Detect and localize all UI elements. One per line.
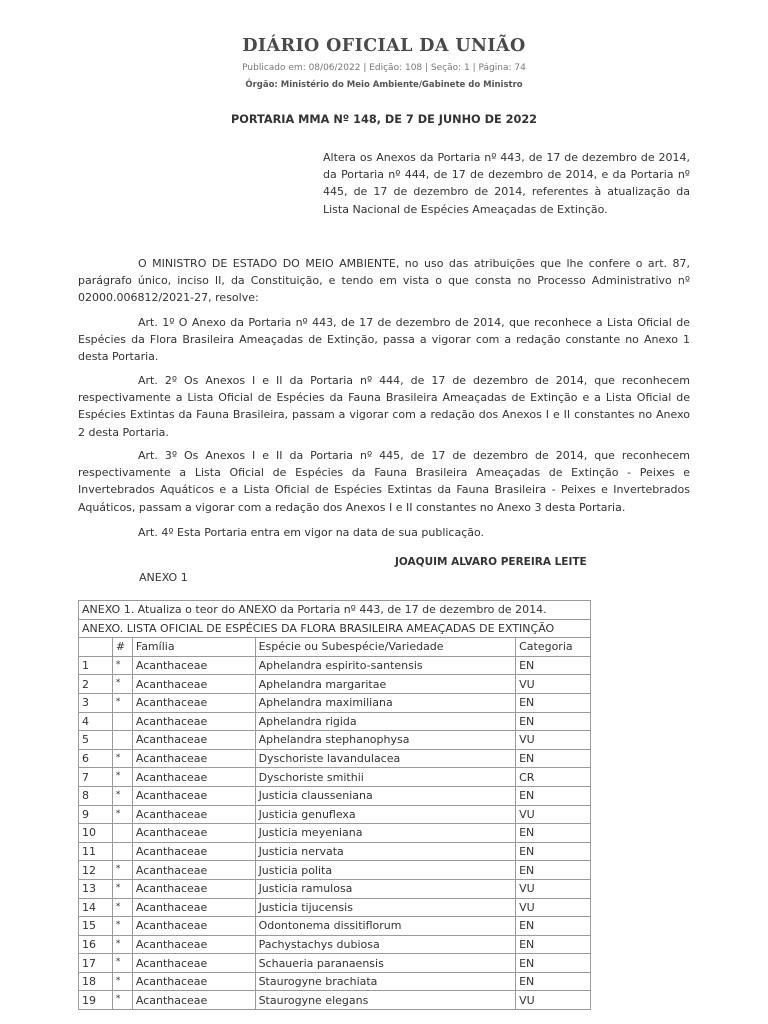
row-number-cell: 10	[79, 824, 113, 843]
table-row	[79, 805, 591, 824]
table-row	[79, 693, 591, 712]
publication-title: DIÁRIO OFICIAL DA UNIÃO	[242, 36, 526, 56]
endemic-mark-cell: *	[112, 879, 132, 898]
category-cell: EN	[516, 786, 591, 805]
species-cell: Justicia genuflexa	[255, 805, 516, 824]
row-number-cell: 6	[79, 749, 113, 768]
row-number-cell: 2	[79, 675, 113, 694]
row-number-cell: 14	[79, 898, 113, 917]
family-cell: Acanthaceae	[132, 731, 255, 750]
species-cell: Justicia nervata	[255, 842, 516, 861]
article-1: Art. 1º O Anexo da Portaria nº 443, de 17 de dezembro de 2014, que reconhece a Lista Oficial de Espécies da Flora Brasileira Ameaçadas de Extinção, passa a vigorar com a redação constante no Anexo 1 desta Portaria.	[78, 316, 690, 364]
row-number-cell: 18	[79, 972, 113, 991]
endemic-mark-cell	[112, 731, 132, 750]
row-number-cell: 12	[79, 861, 113, 880]
table-row	[79, 656, 591, 675]
endemic-mark-cell: *	[112, 991, 132, 1010]
endemic-mark-cell: *	[112, 768, 132, 787]
row-number-cell: 5	[79, 731, 113, 750]
column-header-species: Espécie ou Subespécie/Variedade	[255, 638, 516, 657]
category-cell: CR	[516, 768, 591, 787]
family-cell: Acanthaceae	[132, 712, 255, 731]
table-row	[79, 879, 591, 898]
row-number-cell: 17	[79, 954, 113, 973]
row-number-cell: 9	[79, 805, 113, 824]
endemic-mark-cell	[112, 824, 132, 843]
table-row	[79, 935, 591, 954]
column-header-hash: #	[112, 638, 132, 657]
family-cell: Acanthaceae	[132, 917, 255, 936]
family-cell: Acanthaceae	[132, 954, 255, 973]
endemic-mark-cell: *	[112, 861, 132, 880]
category-cell: VU	[516, 898, 591, 917]
category-cell: EN	[516, 935, 591, 954]
family-cell: Acanthaceae	[132, 768, 255, 787]
row-number-cell: 1	[79, 656, 113, 675]
category-cell: VU	[516, 675, 591, 694]
table-row	[79, 991, 591, 1010]
category-cell: EN	[516, 749, 591, 768]
row-number-cell: 3	[79, 693, 113, 712]
row-number-cell: 4	[79, 712, 113, 731]
column-header-number	[79, 638, 113, 657]
species-cell: Schaueria paranaensis	[255, 954, 516, 973]
endemic-mark-cell: *	[112, 805, 132, 824]
family-cell: Acanthaceae	[132, 749, 255, 768]
row-number-cell: 8	[79, 786, 113, 805]
annex-list-title: ANEXO. LISTA OFICIAL DE ESPÉCIES DA FLORA BRASILEIRA AMEAÇADAS DE EXTINÇÃO	[79, 619, 591, 638]
family-cell: Acanthaceae	[132, 972, 255, 991]
table-row	[79, 824, 591, 843]
category-cell: EN	[516, 712, 591, 731]
table-row	[79, 749, 591, 768]
species-cell: Justicia tijucensis	[255, 898, 516, 917]
species-cell: Pachystachys dubiosa	[255, 935, 516, 954]
preamble-paragraph: O MINISTRO DE ESTADO DO MEIO AMBIENTE, no uso das atribuições que lhe confere o art. 87, parágrafo único, inciso II, da Constituição, e tendo em vista o que consta no Processo Administrativo nº 02000.006812/2021-27, resolve:	[78, 257, 690, 305]
annex-caption: ANEXO 1. Atualiza o teor do ANEXO da Portaria nº 443, de 17 de dezembro de 2014.	[79, 601, 591, 620]
family-cell: Acanthaceae	[132, 805, 255, 824]
row-number-cell: 13	[79, 879, 113, 898]
endemic-mark-cell: *	[112, 786, 132, 805]
table-row	[79, 675, 591, 694]
endemic-mark-cell	[112, 842, 132, 861]
family-cell: Acanthaceae	[132, 991, 255, 1010]
category-cell: VU	[516, 879, 591, 898]
table-row	[79, 972, 591, 991]
table-caption-row	[79, 619, 591, 638]
column-header-category: Categoria	[516, 638, 591, 657]
row-number-cell: 19	[79, 991, 113, 1010]
species-cell: Justicia polita	[255, 861, 516, 880]
table-row	[79, 954, 591, 973]
family-cell: Acanthaceae	[132, 879, 255, 898]
family-cell: Acanthaceae	[132, 824, 255, 843]
table-row	[79, 842, 591, 861]
annex-label: ANEXO 1	[139, 571, 188, 584]
minister-signature: JOAQUIM ALVARO PEREIRA LEITE	[395, 556, 587, 568]
endemic-mark-cell	[112, 712, 132, 731]
category-cell: VU	[516, 731, 591, 750]
table-caption-row	[79, 601, 591, 620]
species-cell: Aphelandra margaritae	[255, 675, 516, 694]
table-row	[79, 861, 591, 880]
family-cell: Acanthaceae	[132, 935, 255, 954]
ordinance-ementa: Altera os Anexos da Portaria nº 443, de 17 de dezembro de 2014, da Portaria nº 444, de 17 de dezembro de 2014, e da Portaria nº 445, de 17 de dezembro de 2014, referentes à atualização da Lista Nacional de Espécies Ameaçadas de Extinção.	[323, 151, 690, 216]
publication-meta: Publicado em: 08/06/2022 | Edição: 108 | Seção: 1 | Página: 74	[242, 63, 526, 73]
endemic-mark-cell: *	[112, 898, 132, 917]
species-cell: Justicia clausseniana	[255, 786, 516, 805]
category-cell: EN	[516, 824, 591, 843]
endemic-mark-cell: *	[112, 675, 132, 694]
publication-organ: Órgão: Ministério do Meio Ambiente/Gabinete do Ministro	[245, 80, 523, 90]
family-cell: Acanthaceae	[132, 656, 255, 675]
article-4: Art. 4º Esta Portaria entra em vigor na data de sua publicação.	[138, 526, 485, 539]
ordinance-title: PORTARIA MMA Nº 148, DE 7 DE JUNHO DE 2022	[230, 113, 538, 126]
article-3: Art. 3º Os Anexos I e II da Portaria nº 445, de 17 de dezembro de 2014, que reconhecem respectivamente a Lista Oficial de Espécies da Fauna Brasileira Ameaçadas de Extinção - Peixes e Invertebrados Aquáticos e a Lista Oficial de Espécies Extintas da Fauna Brasileira - Peixes e Invertebrados Aquáticos, passam a vigorar com a redação dos Anexos I e II constantes no Anexo 3 desta Portaria.	[78, 449, 690, 514]
species-cell: Aphelandra espirito-santensis	[255, 656, 516, 675]
row-number-cell: 11	[79, 842, 113, 861]
family-cell: Acanthaceae	[132, 861, 255, 880]
species-cell: Staurogyne elegans	[255, 991, 516, 1010]
table-row	[79, 786, 591, 805]
category-cell: VU	[516, 805, 591, 824]
family-cell: Acanthaceae	[132, 842, 255, 861]
column-header-family: Família	[132, 638, 255, 657]
article-2: Art. 2º Os Anexos I e II da Portaria nº 444, de 17 de dezembro de 2014, que reconhecem respectivamente a Lista Oficial de Espécies da Fauna Brasileira Ameaçadas de Extinção e a Lista Oficial de Espécies Extintas da Fauna Brasileira, passam a vigorar com a redação dos Anexos I e II constantes no Anexo 2 desta Portaria.	[78, 374, 690, 439]
annex-table-body	[79, 656, 591, 1009]
species-cell: Staurogyne brachiata	[255, 972, 516, 991]
endemic-mark-cell: *	[112, 693, 132, 712]
table-row	[79, 898, 591, 917]
species-cell: Justicia meyeniana	[255, 824, 516, 843]
species-cell: Dyschoriste smithii	[255, 768, 516, 787]
family-cell: Acanthaceae	[132, 693, 255, 712]
category-cell: EN	[516, 656, 591, 675]
table-row	[79, 712, 591, 731]
category-cell: EN	[516, 954, 591, 973]
row-number-cell: 15	[79, 917, 113, 936]
category-cell: EN	[516, 972, 591, 991]
row-number-cell: 7	[79, 768, 113, 787]
table-row	[79, 768, 591, 787]
species-cell: Odontonema dissitiflorum	[255, 917, 516, 936]
table-row	[79, 917, 591, 936]
category-cell: EN	[516, 842, 591, 861]
table-row	[79, 731, 591, 750]
table-header-row	[79, 638, 591, 657]
species-cell: Dyschoriste lavandulacea	[255, 749, 516, 768]
endemic-mark-cell: *	[112, 656, 132, 675]
species-cell: Aphelandra stephanophysa	[255, 731, 516, 750]
endemic-mark-cell: *	[112, 749, 132, 768]
endemic-mark-cell: *	[112, 935, 132, 954]
endemic-mark-cell: *	[112, 972, 132, 991]
endemic-mark-cell: *	[112, 917, 132, 936]
category-cell: VU	[516, 991, 591, 1010]
species-cell: Justicia ramulosa	[255, 879, 516, 898]
category-cell: EN	[516, 861, 591, 880]
endemic-mark-cell: *	[112, 954, 132, 973]
family-cell: Acanthaceae	[132, 786, 255, 805]
species-cell: Aphelandra rigida	[255, 712, 516, 731]
family-cell: Acanthaceae	[132, 898, 255, 917]
annex-table	[78, 600, 591, 1010]
family-cell: Acanthaceae	[132, 675, 255, 694]
category-cell: EN	[516, 693, 591, 712]
row-number-cell: 16	[79, 935, 113, 954]
category-cell: EN	[516, 917, 591, 936]
species-cell: Aphelandra maximiliana	[255, 693, 516, 712]
